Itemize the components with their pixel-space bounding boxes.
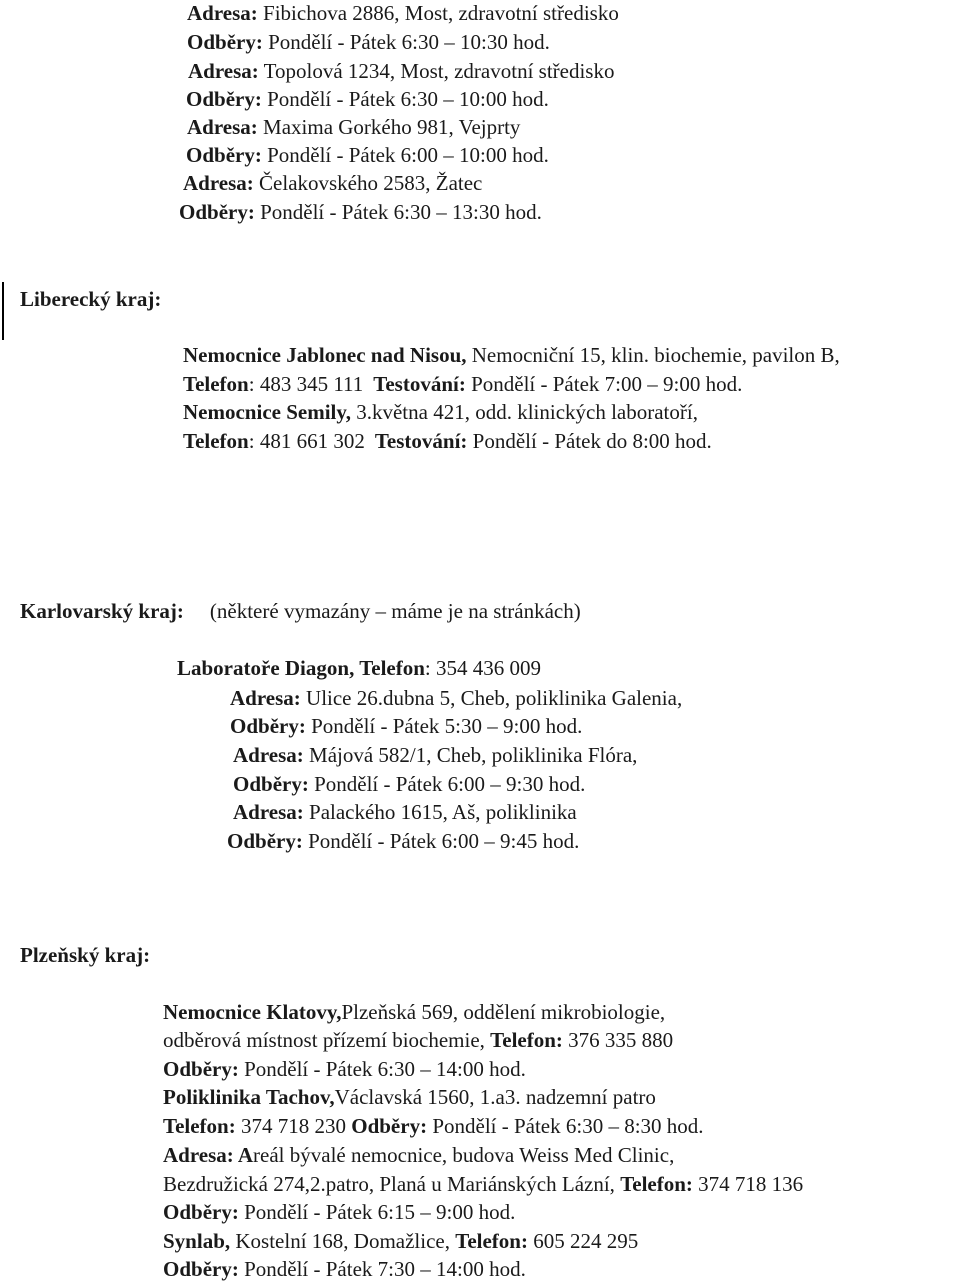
section-heading-plzensky: Plzeňský kraj:: [20, 943, 151, 967]
hospital-line: Poliklinika Tachov,Václavská 1560, 1.a3. nadzemní patro: [163, 1085, 656, 1109]
address-line: Adresa: Fibichova 2886, Most, zdravotní středisko: [187, 1, 619, 25]
lab-line: Laboratoře Diagon, Telefon: 354 436 009: [177, 656, 542, 680]
hours-line: Odběry: Pondělí - Pátek 6:30 – 10:30 hod.: [187, 30, 550, 54]
address-line: Bezdružická 274,2.patro, Planá u Mariánských Lázní, Telefon: 374 718 136: [163, 1172, 804, 1196]
address-line: Adresa: Ulice 26.dubna 5, Cheb, poliklinika Galenia,: [230, 686, 683, 710]
hospital-line: Nemocnice Klatovy,Plzeňská 569, oddělení mikrobiologie,: [163, 1000, 666, 1024]
hours-line: Odběry: Pondělí - Pátek 5:30 – 9:00 hod.: [230, 714, 583, 738]
hours-line: Odběry: Pondělí - Pátek 6:30 – 14:00 hod.: [163, 1057, 526, 1081]
phone-line: Telefon: 483 345 111 Testování: Pondělí - Pátek 7:00 – 9:00 hod.: [183, 372, 743, 396]
section-note: (některé vymazány – máme je na stránkách): [209, 599, 581, 623]
hours-line: Odběry: Pondělí - Pátek 6:15 – 9:00 hod.: [163, 1200, 516, 1224]
hospital-line: Nemocnice Jablonec nad Nisou, Nemocniční 15, klin. biochemie, pavilon B,: [183, 343, 840, 367]
phone-line: Telefon: 481 661 302 Testování: Pondělí - Pátek do 8:00 hod.: [183, 429, 712, 453]
address-line: Adresa: Palackého 1615, Aš, poliklinika: [233, 800, 577, 824]
hours-line: Odběry: Pondělí - Pátek 7:30 – 14:00 hod.: [163, 1257, 526, 1281]
address-line: Adresa: Areál bývalé nemocnice, budova Weiss Med Clinic,: [163, 1143, 675, 1167]
lab-line: Synlab, Kostelní 168, Domažlice, Telefon: 605 224 295: [163, 1229, 639, 1253]
detail-line: odběrová místnost přízemí biochemie, Telefon: 376 335 880: [163, 1028, 674, 1052]
phone-line: Telefon: 374 718 230 Odběry: Pondělí - Pátek 6:30 – 8:30 hod.: [163, 1114, 704, 1138]
margin-bar: [2, 282, 4, 340]
hours-line: Odběry: Pondělí - Pátek 6:30 – 10:00 hod.: [186, 87, 549, 111]
address-line: Adresa: Topolová 1234, Most, zdravotní středisko: [188, 59, 615, 83]
hours-line: Odběry: Pondělí - Pátek 6:00 – 10:00 hod.: [186, 143, 549, 167]
hours-line: Odběry: Pondělí - Pátek 6:30 – 13:30 hod.: [179, 200, 542, 224]
section-heading-karlovarsky: Karlovarský kraj: (některé vymazány – máme je na stránkách): [20, 599, 581, 623]
hours-line: Odběry: Pondělí - Pátek 6:00 – 9:30 hod.: [233, 772, 586, 796]
section-heading-liberecky: Liberecký kraj:: [20, 287, 162, 311]
address-line: Adresa: Maxima Gorkého 981, Vejprty: [187, 115, 521, 139]
address-line: Adresa: Čelakovského 2583, Žatec: [183, 171, 483, 195]
address-line: Adresa: Májová 582/1, Cheb, poliklinika Flóra,: [233, 743, 638, 767]
hospital-line: Nemocnice Semily, 3.května 421, odd. klinických laboratoří,: [183, 400, 698, 424]
hours-line: Odběry: Pondělí - Pátek 6:00 – 9:45 hod.: [227, 829, 580, 853]
